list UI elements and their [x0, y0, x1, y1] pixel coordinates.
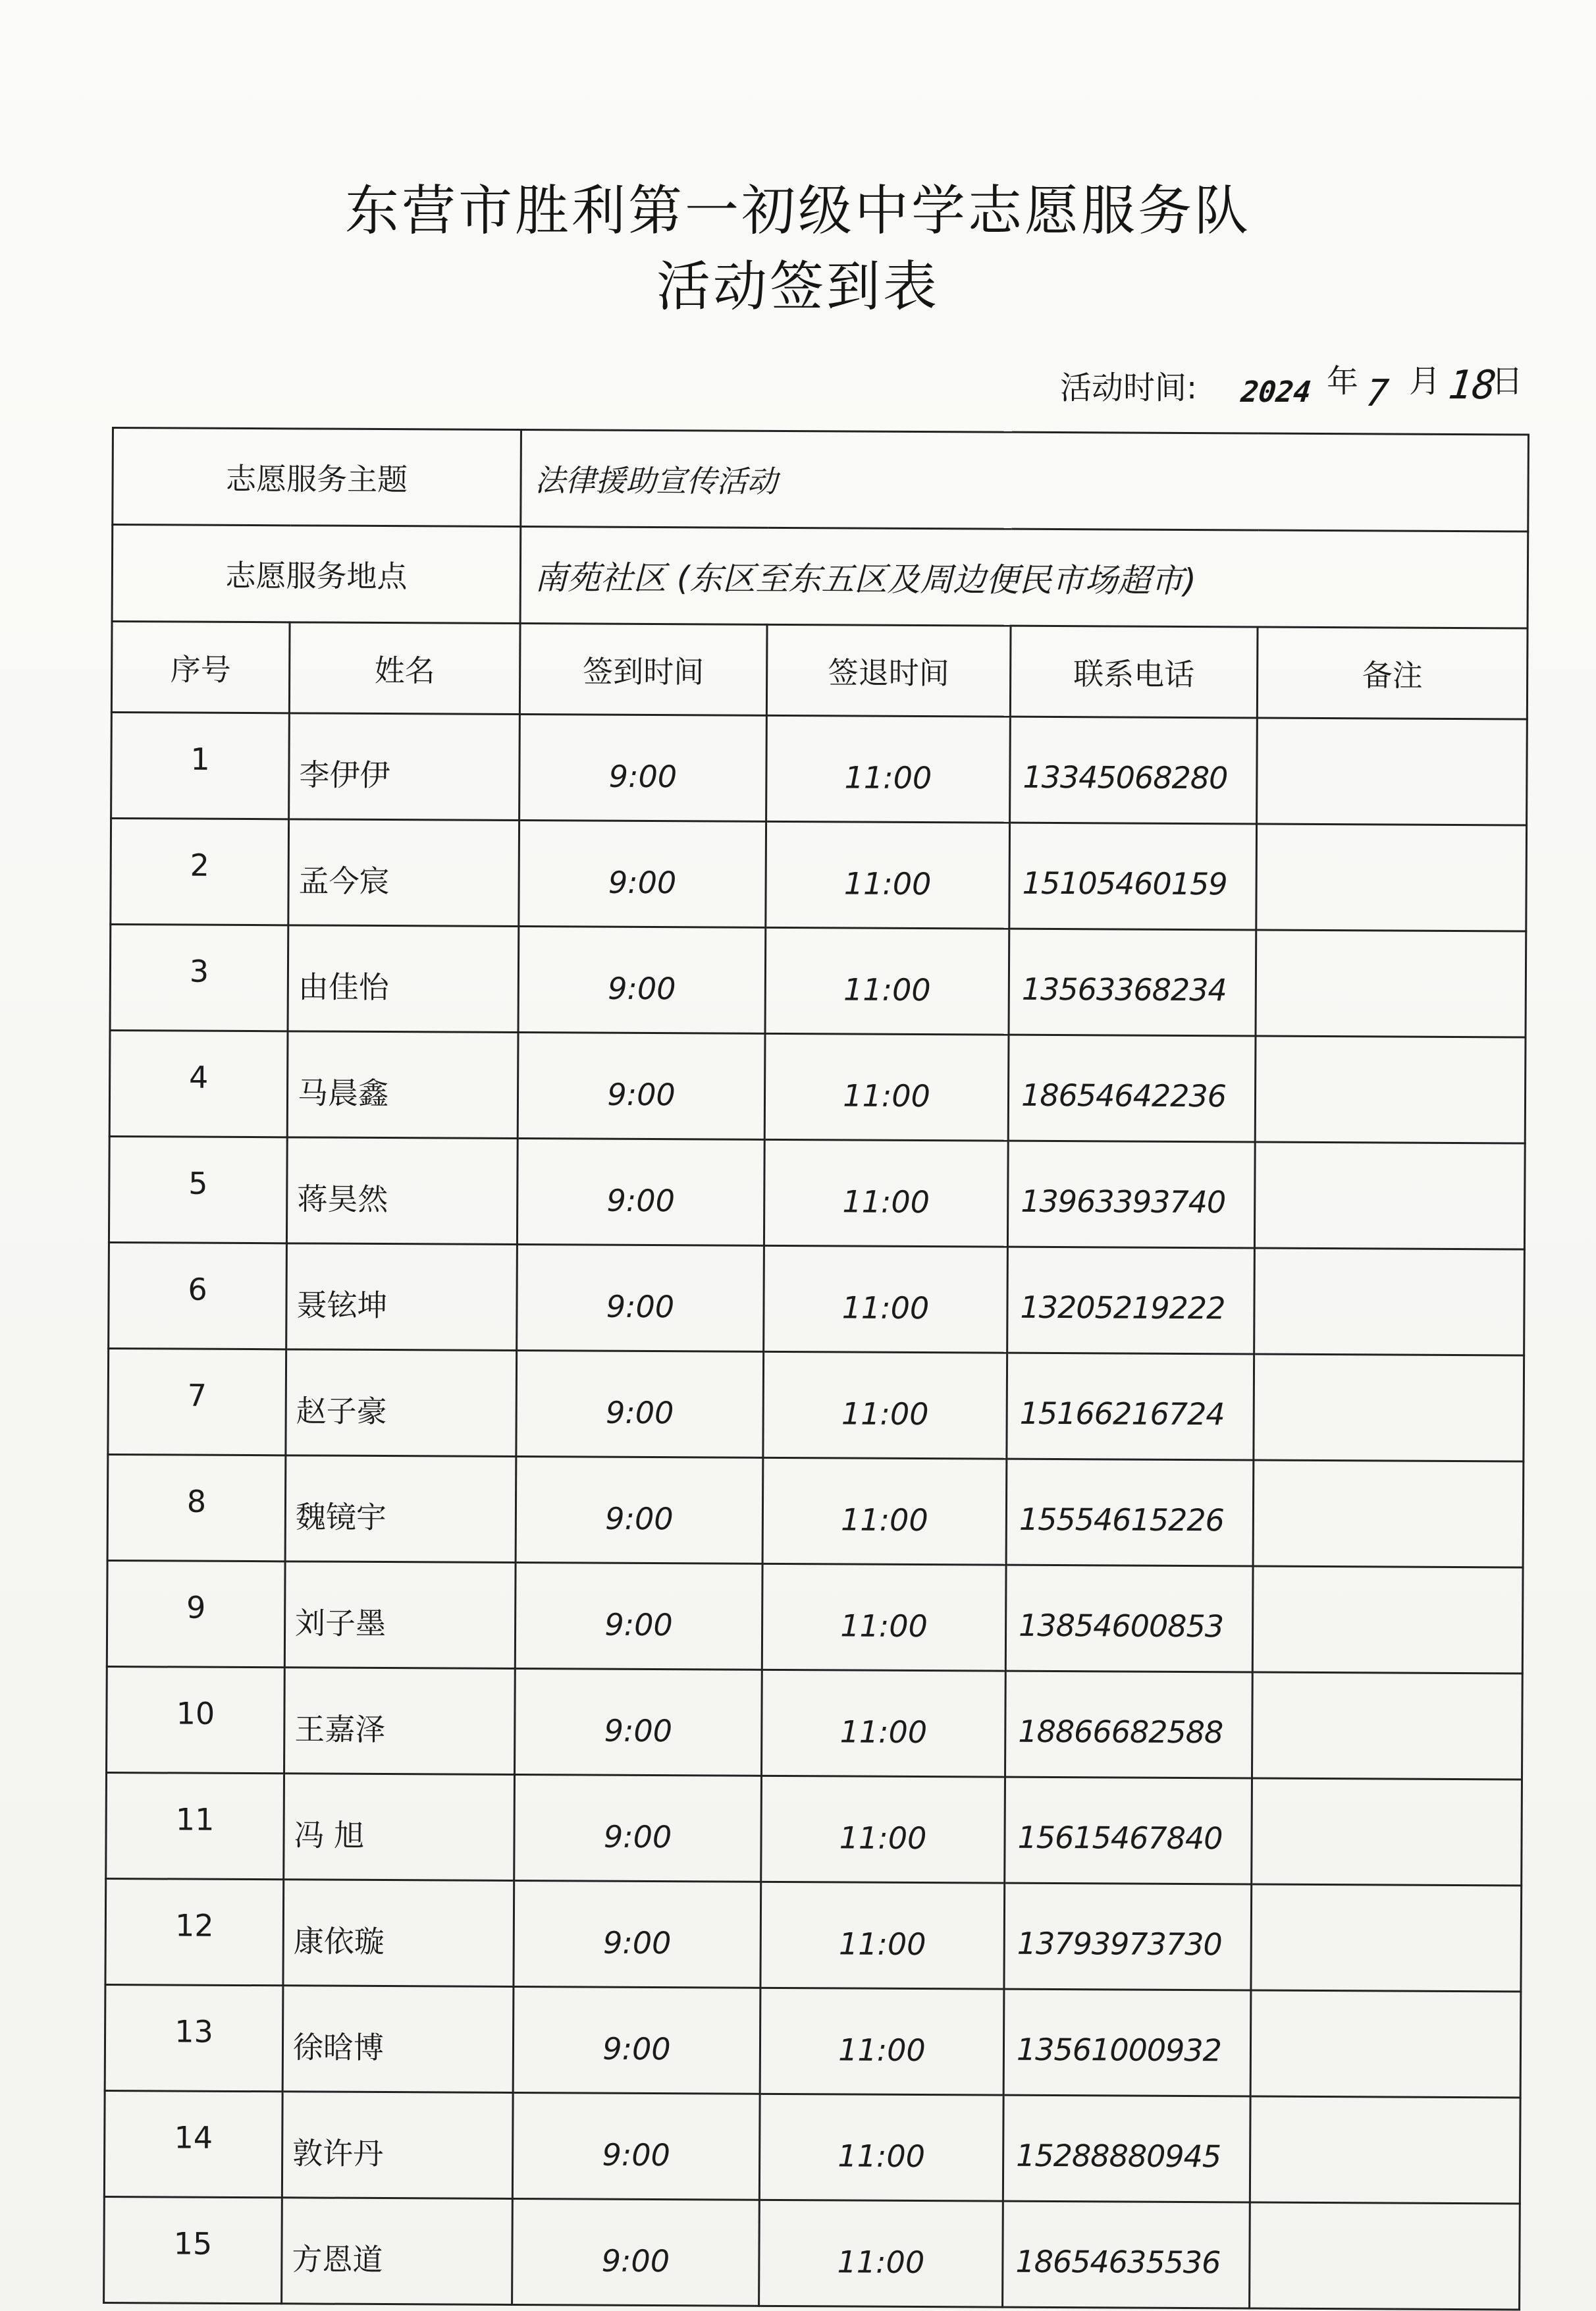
table-row — [105, 1984, 1521, 2098]
row-phone: 18866682588 — [1005, 1671, 1252, 1778]
row-sign-in: 9:00 — [517, 1139, 764, 1246]
row-sign-in: 9:00 — [518, 927, 766, 1034]
row-note — [1254, 1142, 1525, 1249]
row-sign-out: 11:00 — [762, 1457, 1007, 1565]
location-value: 南苑社区 (东区至东五区及周边便民市场超市) — [520, 527, 1528, 628]
row-phone: 15554615226 — [1006, 1459, 1254, 1566]
row-sign-in: 9:00 — [512, 2093, 760, 2200]
activity-date — [1060, 356, 1547, 415]
theme-label: 志愿服务主题 — [113, 428, 521, 527]
row-seq: 11 — [106, 1772, 284, 1879]
row-note — [1257, 718, 1528, 825]
row-name: 孟今宸 — [288, 819, 519, 927]
row-note — [1255, 1036, 1526, 1143]
row-seq: 3 — [110, 924, 288, 1031]
header-name: 姓名 — [289, 622, 520, 715]
row-note — [1252, 1778, 1522, 1886]
row-sign-in: 9:00 — [514, 1775, 762, 1882]
activity-date-label: 活动时间: — [1060, 369, 1198, 406]
row-phone: 13963393740 — [1007, 1141, 1255, 1248]
row-note — [1250, 2202, 1520, 2310]
activity-date-year: 2024 — [1239, 375, 1313, 409]
row-note — [1256, 824, 1527, 931]
row-phone: 13561000932 — [1003, 1989, 1251, 2096]
row-name: 聂铉坤 — [286, 1243, 518, 1351]
header-sign-in: 签到时间 — [519, 624, 767, 716]
row-sign-out: 11:00 — [764, 1245, 1008, 1353]
row-seq: 1 — [111, 713, 290, 819]
row-name: 冯 旭 — [284, 1774, 515, 1881]
row-phone: 13563368234 — [1009, 929, 1256, 1036]
row-name: 李伊伊 — [289, 713, 520, 821]
row-note — [1252, 1672, 1522, 1780]
table-row — [107, 1666, 1523, 1780]
row-sign-out: 11:00 — [765, 927, 1009, 1035]
row-seq: 8 — [107, 1454, 286, 1561]
table-header-row — [111, 622, 1528, 720]
table-row — [104, 2196, 1520, 2310]
row-seq: 9 — [107, 1560, 285, 1667]
row-sign-in: 9:00 — [513, 1987, 760, 2094]
row-name: 刘子墨 — [284, 1562, 516, 1669]
row-sign-out: 11:00 — [759, 2200, 1003, 2307]
row-sign-out: 11:00 — [766, 821, 1010, 929]
row-seq: 7 — [108, 1348, 286, 1455]
header-phone: 联系电话 — [1010, 626, 1258, 718]
row-sign-in: 9:00 — [516, 1457, 763, 1564]
row-phone: 18654635536 — [1003, 2201, 1250, 2308]
row-name: 魏镜宇 — [285, 1455, 516, 1563]
table-row — [109, 1242, 1525, 1355]
row-name: 康依璇 — [283, 1880, 514, 1987]
row-phone: 15105460159 — [1009, 823, 1257, 930]
row-note — [1254, 1354, 1524, 1461]
row-sign-in: 9:00 — [518, 1033, 765, 1140]
row-sign-in: 9:00 — [516, 1351, 764, 1458]
row-name: 王嘉泽 — [284, 1668, 516, 1775]
header-note: 备注 — [1257, 627, 1528, 719]
row-note — [1251, 1884, 1522, 1992]
row-name: 赵子豪 — [286, 1349, 517, 1457]
row-seq: 10 — [107, 1666, 285, 1773]
row-seq: 14 — [104, 2090, 282, 2197]
row-sign-in: 9:00 — [519, 715, 767, 822]
document-subtitle: 活动签到表 — [656, 256, 940, 318]
row-phone: 15288880945 — [1003, 2095, 1250, 2202]
row-phone: 15615467840 — [1005, 1777, 1252, 1884]
row-sign-in: 9:00 — [517, 1245, 764, 1352]
row-sign-out: 11:00 — [764, 1139, 1008, 1247]
row-note — [1253, 1460, 1524, 1567]
row-sign-out: 11:00 — [761, 1776, 1005, 1883]
row-sign-out: 11:00 — [760, 1882, 1005, 1989]
row-seq: 12 — [105, 1878, 284, 1985]
row-name: 由佳怡 — [288, 925, 519, 1033]
table-row — [111, 713, 1528, 826]
row-phone: 18654642236 — [1008, 1035, 1256, 1142]
document-title: 东营市胜利第一初级中学志愿服务队 — [344, 180, 1251, 242]
row-sign-in: 9:00 — [514, 1881, 761, 1988]
row-note — [1250, 1990, 1521, 2098]
activity-date-day-unit: 日 — [1491, 363, 1524, 400]
row-phone: 13854600853 — [1005, 1565, 1253, 1672]
row-phone: 13205219222 — [1007, 1247, 1255, 1354]
row-phone: 13345068280 — [1010, 717, 1258, 824]
row-sign-in: 9:00 — [519, 821, 766, 928]
row-sign-out: 11:00 — [762, 1670, 1006, 1777]
table-row — [110, 924, 1526, 1037]
table-row — [111, 819, 1527, 932]
table-row — [104, 2090, 1520, 2204]
row-note — [1250, 2096, 1520, 2204]
table-row — [107, 1454, 1524, 1567]
table-row — [106, 1772, 1522, 1886]
header-sign-out: 签退时间 — [766, 624, 1011, 717]
row-name: 蒋昊然 — [286, 1137, 518, 1245]
row-sign-out: 11:00 — [760, 1988, 1004, 2095]
row-sign-out: 11:00 — [762, 1563, 1006, 1671]
row-name: 马晨鑫 — [287, 1031, 518, 1139]
row-note — [1252, 1566, 1523, 1673]
table-row — [108, 1348, 1524, 1461]
row-sign-in: 9:00 — [515, 1669, 762, 1776]
row-seq: 4 — [109, 1030, 288, 1137]
row-seq: 15 — [104, 2196, 282, 2303]
header-seq: 序号 — [111, 622, 290, 713]
table-row — [109, 1136, 1525, 1249]
row-phone: 15166216724 — [1007, 1353, 1254, 1460]
table-row — [109, 1030, 1526, 1143]
row-sign-out: 11:00 — [759, 2094, 1003, 2201]
row-note — [1256, 930, 1526, 1037]
table-row — [107, 1560, 1523, 1673]
table-row — [105, 1878, 1522, 1992]
row-phone: 13793973730 — [1004, 1883, 1252, 1990]
row-sign-in: 9:00 — [512, 2199, 760, 2306]
activity-date-month-unit: 月 — [1409, 363, 1441, 400]
activity-date-month: 7 — [1364, 372, 1391, 415]
row-seq: 5 — [109, 1136, 287, 1243]
row-sign-in: 9:00 — [515, 1563, 762, 1670]
row-name: 方恩道 — [282, 2198, 513, 2305]
sign-in-table — [103, 427, 1530, 2310]
theme-row — [113, 428, 1529, 532]
location-label: 志愿服务地点 — [112, 525, 521, 624]
row-sign-out: 11:00 — [766, 715, 1011, 823]
location-row — [112, 525, 1528, 629]
activity-date-day: 18 — [1446, 362, 1499, 408]
activity-date-year-unit: 年 — [1327, 363, 1359, 400]
theme-value: 法律援助宣传活动 — [521, 430, 1529, 531]
row-seq: 6 — [109, 1242, 287, 1349]
row-name: 徐晗博 — [282, 1986, 514, 2093]
row-sign-out: 11:00 — [763, 1351, 1007, 1459]
row-name: 敦许丹 — [282, 2092, 513, 2199]
row-seq: 2 — [111, 819, 289, 925]
row-note — [1254, 1248, 1525, 1355]
row-sign-out: 11:00 — [764, 1033, 1009, 1141]
row-seq: 13 — [105, 1984, 283, 2091]
